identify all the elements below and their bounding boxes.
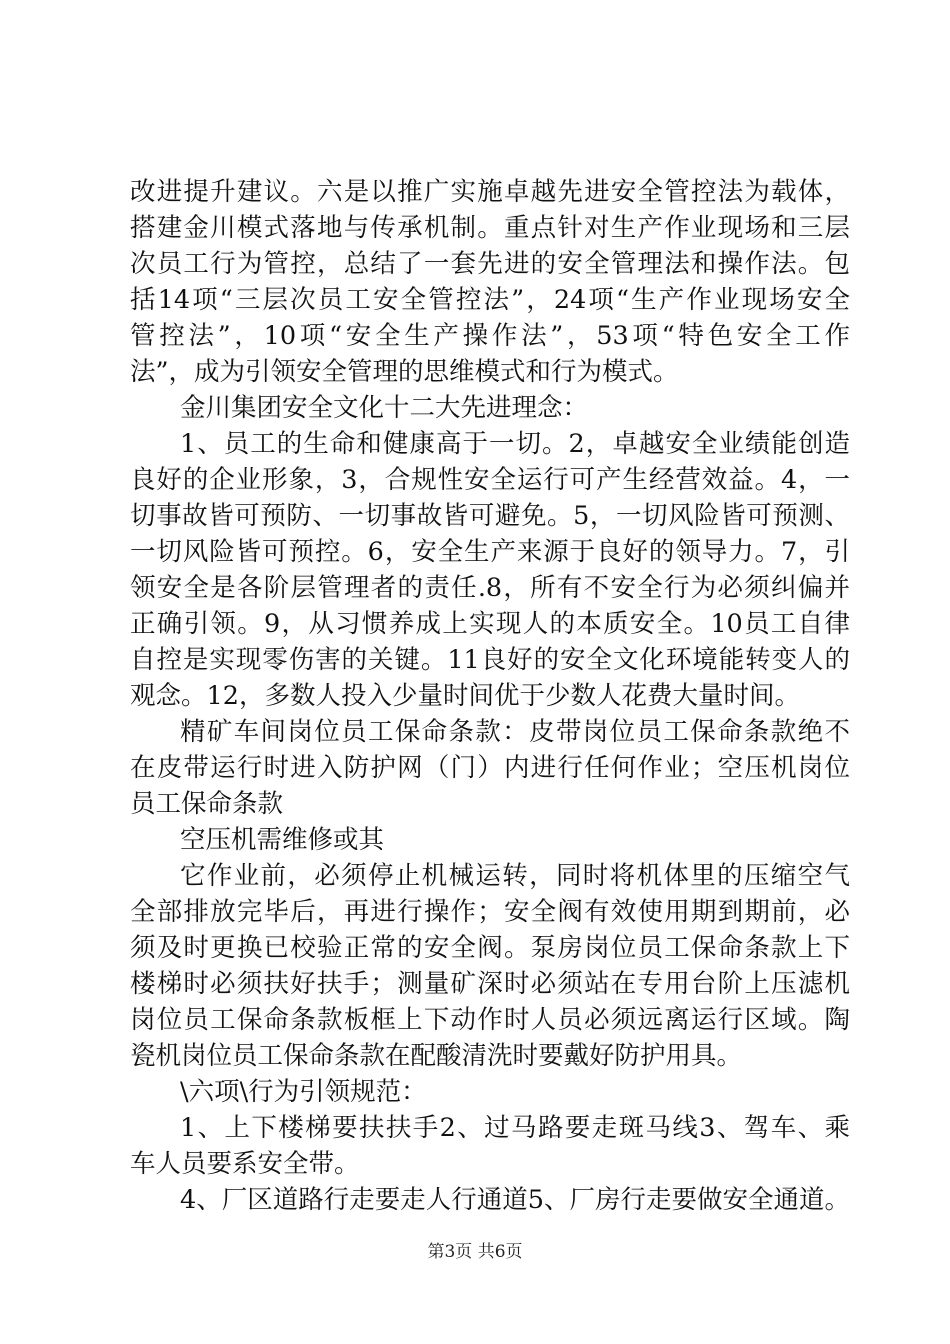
body-line-24: 岗位员工保命条款板框上下动作时人员必须远离运行区域。陶 [130,1005,850,1035]
body-line-21: 全部排放完毕后，再进行操作；安全阀有效使用期到期前，必 [130,897,850,927]
body-line-6: 法”，成为引领安全管理的思维模式和行为模式。 [130,357,679,387]
body-line-15: 观念。12，多数人投入少量时间优于少数人花费大量时间。 [130,681,800,711]
body-line-16: 精矿车间岗位员工保命条款：皮带岗位员工保命条款绝不 [180,717,850,747]
body-line-8: 1、员工的生命和健康高于一切。2，卓越安全业绩能创造 [180,429,850,459]
body-line-4: 括14项“三层次员工安全管控法”，24项“生产作业现场安全 [130,285,850,315]
body-line-1: 改进提升建议。六是以推广实施卓越先进安全管控法为载体， [130,177,850,207]
body-line-28: 车人员要系安全带。 [130,1149,360,1179]
body-line-25: 瓷机岗位员工保命条款在配酸清洗时要戴好防护用具。 [130,1041,743,1071]
body-line-9: 良好的企业形象，3，合规性安全运行可产生经营效益。4，一 [130,465,850,495]
body-line-10: 切事故皆可预防、一切事故皆可避免。5，一切风险皆可预测、 [130,501,850,531]
section-heading-principles: 金川集团安全文化十二大先进理念： [180,393,589,423]
body-line-19: 空压机需维修或其 [180,825,385,855]
body-line-5: 管控法”，10项“安全生产操作法”，53项“特色安全工作 [130,321,850,351]
body-line-11: 一切风险皆可预控。6，安全生产来源于良好的领导力。7，引 [130,537,850,567]
body-line-3: 次员工行为管控，总结了一套先进的安全管理法和操作法。包 [130,249,850,279]
body-line-14: 自控是实现零伤害的关键。11良好的安全文化环境能转变人的 [130,645,850,675]
body-line-2: 搭建金川模式落地与传承机制。重点针对生产作业现场和三层 [130,213,850,243]
body-line-12: 领安全是各阶层管理者的责任.8，所有不安全行为必须纠偏并 [130,573,850,603]
body-line-27: 1、上下楼梯要扶扶手2、过马路要走斑马线3、驾车、乘 [180,1113,850,1143]
body-line-23: 楼梯时必须扶好扶手；测量矿深时必须站在专用台阶上压滤机 [130,969,850,999]
body-line-20: 它作业前，必须停止机械运转，同时将机体里的压缩空气 [180,861,850,891]
body-line-17: 在皮带运行时进入防护网（门）内进行任何作业；空压机岗位 [130,753,850,783]
page-footer: 第3页 共6页 [427,1242,523,1262]
body-line-22: 须及时更换已校验正常的安全阀。泵房岗位员工保命条款上下 [130,933,850,963]
body-line-18: 员工保命条款 [130,789,284,819]
section-heading-behavior: \六项\行为引领规范： [180,1077,427,1107]
body-line-13: 正确引领。9，从习惯养成上实现人的本质安全。10员工自律 [130,609,850,639]
body-line-29: 4、厂区道路行走要走人行通道5、厂房行走要做安全通道。 [180,1185,850,1215]
